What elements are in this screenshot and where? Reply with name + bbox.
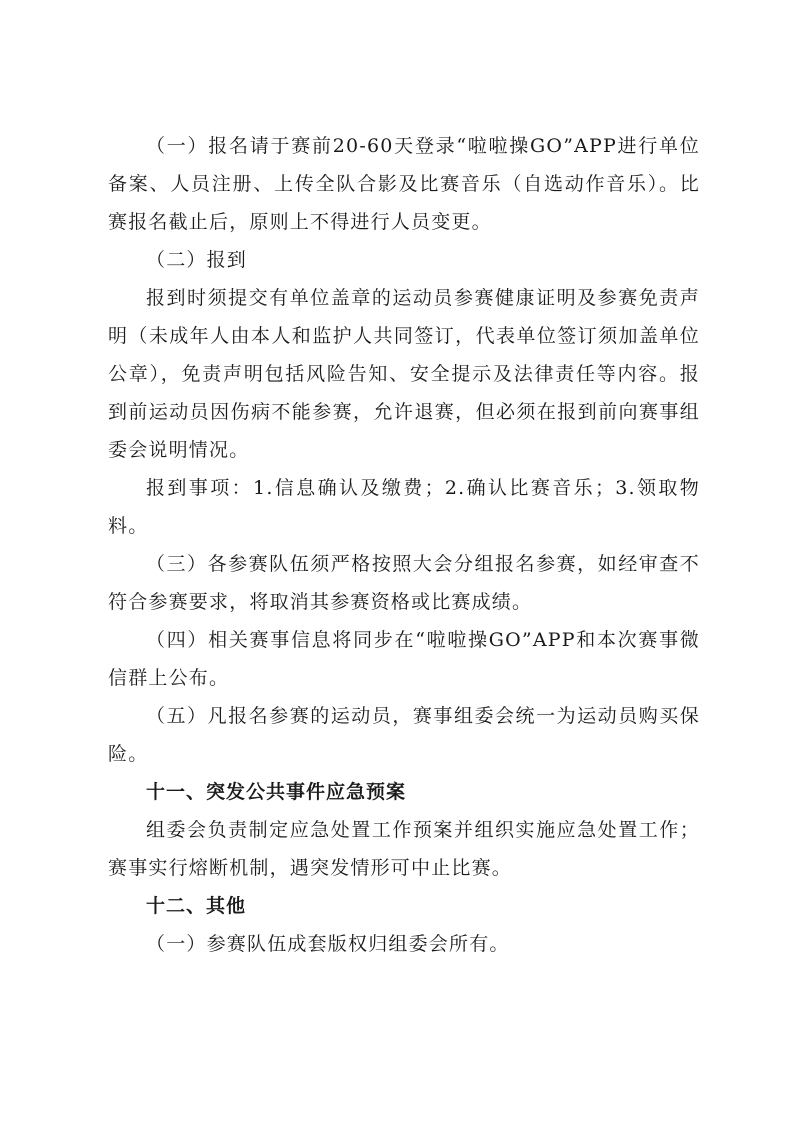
document-body (108, 127, 700, 963)
paragraph-info-publication: （四）相关赛事信息将同步在“啦啦操GO”APP和本次赛事微信群上公布。 (108, 629, 700, 689)
paragraph-insurance: （五）凡报名参赛的运动员，赛事组委会统一为运动员购买保险。 (108, 705, 700, 765)
paragraph-check-in-requirements: 报到时须提交有单位盖章的运动员参赛健康证明及参赛免责声明（未成年人由本人和监护人共同签订，代表单位签订须加盖单位公章），免责声明包括风险告知、安全提示及法律责任等内容。报到前运动员因伤病不能参赛，允许退赛，但必须在报到前向赛事组委会说明情况。 (108, 287, 700, 461)
paragraph-group-registration: （三）各参赛队伍须严格按照大会分组报名参赛，如经审查不符合参赛要求，将取消其参赛资格或比赛成绩。 (108, 553, 700, 613)
paragraph-check-in-items: 报到事项：1.信息确认及缴费；2.确认比赛音乐；3.领取物料。 (108, 477, 700, 537)
paragraph-registration-app: （一）报名请于赛前20-60天登录“啦啦操GO”APP进行单位备案、人员注册、上传全队合影及比赛音乐（自选动作音乐）。比赛报名截止后，原则上不得进行人员变更。 (108, 135, 700, 233)
paragraph-check-in-heading: （二）报到 (146, 249, 248, 271)
paragraph-emergency-plan: 组委会负责制定应急处置工作预案并组织实施应急处置工作；赛事实行熔断机制，遇突发情形可中止比赛。 (108, 819, 700, 879)
paragraph-copyright: （一）参赛队伍成套版权归组委会所有。 (146, 933, 510, 955)
section-heading-emergency: 十一、突发公共事件应急预案 (146, 781, 407, 803)
section-heading-other: 十二、其他 (146, 895, 247, 917)
